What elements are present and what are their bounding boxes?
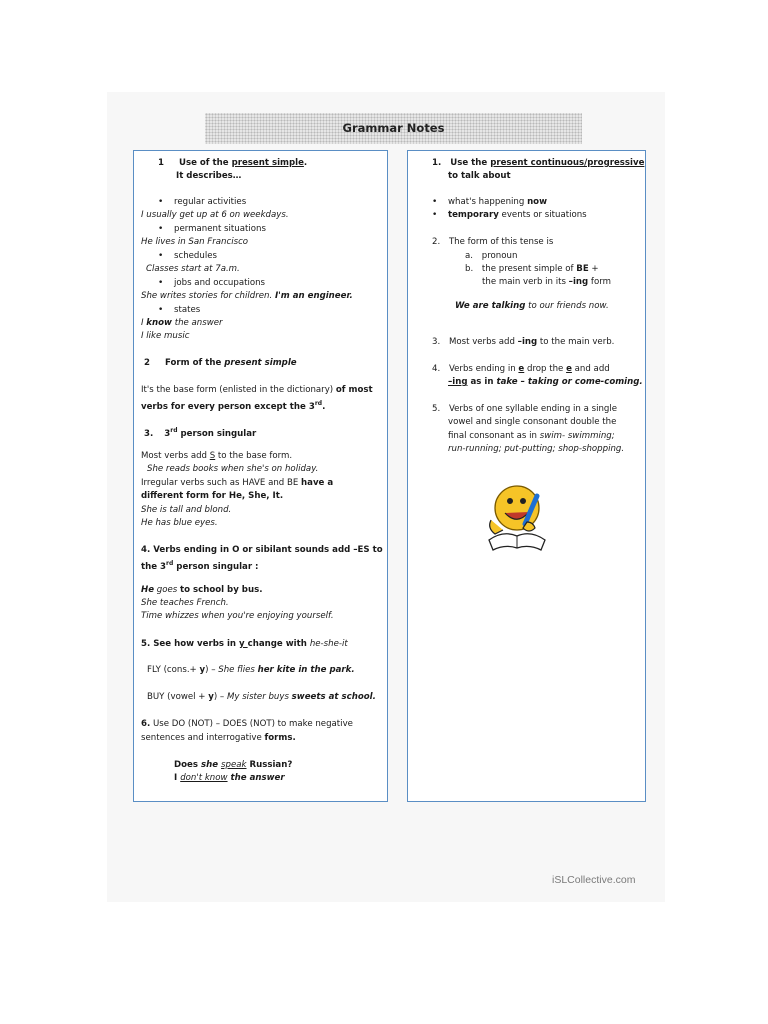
right-item-2: 2. The form of this tense is [432, 237, 554, 247]
example-line: She is tall and blond. [141, 505, 232, 515]
example-line: He goes to school by bus. [141, 585, 263, 595]
left-heading-5: 5. See how verbs in y change with he-she-it [141, 639, 348, 649]
right-item-4: 4. Verbs ending in e drop the e and add [432, 364, 610, 374]
example-line: She reads books when she's on holiday. [147, 464, 319, 474]
example-line: I like music [141, 331, 190, 341]
right-heading-1: 1. Use the present continuous/progressive [432, 158, 645, 168]
right-item-5-line: run-running; put-putting; shop-shopping. [448, 444, 625, 454]
bullet-states: • states [174, 305, 200, 316]
example-line: I don't know the answer [174, 773, 285, 783]
page-title: Grammar Notes [342, 121, 445, 135]
sublist-item-b: b. the present simple of BE + [465, 264, 599, 274]
paragraph-line: different form for He, She, It. [141, 491, 284, 501]
left-heading-4-line2: the 3rd person singular : [141, 560, 259, 572]
example-line: We are talking to our friends now. [455, 301, 609, 311]
sublist-item-a: a. pronoun [465, 251, 518, 261]
example-line: FLY (cons.+ y) – She flies her kite in the park. [147, 665, 355, 675]
right-item-5-line: vowel and single consonant double the [448, 417, 617, 427]
example-line: He has blue eyes. [141, 518, 218, 528]
paragraph-line: It's the base form (enlisted in the dictionary) of most [141, 385, 373, 395]
right-item-4-line2: –ing as in take – taking or come-coming. [448, 377, 643, 387]
sublist-item-b-line2: the main verb in its –ing form [482, 277, 611, 287]
right-item-3: 3. Most verbs add –ing to the main verb. [432, 337, 615, 347]
example-line: Classes start at 7a.m. [146, 264, 240, 274]
left-heading-4: 4. Verbs ending in O or sibilant sounds add –ES to [141, 545, 383, 555]
left-heading-3: 3. 3rd person singular [144, 427, 257, 439]
bullet-jobs: • jobs and occupations [174, 278, 265, 289]
left-heading-6-line2: sentences and interrogative forms. [141, 733, 296, 743]
paragraph-line: Irregular verbs such as HAVE and BE have a [141, 478, 334, 488]
bullet-temporary: • temporary events or situations [448, 210, 587, 221]
bullet-now: • what's happening now [448, 197, 547, 208]
footer-watermark: iSLCollective.com [552, 874, 636, 886]
bullet-permanent-situations: • permanent situations [174, 224, 266, 235]
right-heading-1-line2: to talk about [448, 171, 511, 181]
example-line: She writes stories for children. I'm an engineer. [141, 291, 353, 301]
example-line: She teaches French. [141, 598, 229, 608]
example-line: Time whizzes when you're enjoying yourself. [141, 611, 334, 621]
right-item-5-line: final consonant as in swim- swimming; [448, 431, 615, 441]
example-line: I know the answer [141, 318, 223, 328]
example-line: I usually get up at 6 on weekdays. [141, 210, 289, 220]
paragraph-line: verbs for every person except the 3rd. [141, 400, 326, 412]
example-line: He lives in San Francisco [141, 237, 249, 247]
left-heading-6: 6. Use DO (NOT) – DOES (NOT) to make negative [141, 719, 353, 729]
left-heading-1: 1 Use of the present simple. [158, 158, 308, 168]
bullet-schedules: • schedules [174, 251, 217, 262]
left-heading-1-line2: It describes… [176, 171, 242, 181]
right-item-5: 5. Verbs of one syllable ending in a single [432, 404, 618, 414]
writing-smiley-icon [483, 480, 549, 554]
example-line: BUY (vowel + y) – My sister buys sweets at school. [147, 692, 376, 702]
title-banner [205, 113, 582, 144]
example-line: Does she speak Russian? [174, 760, 293, 770]
bullet-regular-activities: • regular activities [174, 197, 246, 208]
left-heading-2: 2 Form of the present simple [144, 358, 297, 368]
paragraph-line: Most verbs add S to the base form. [141, 451, 293, 461]
